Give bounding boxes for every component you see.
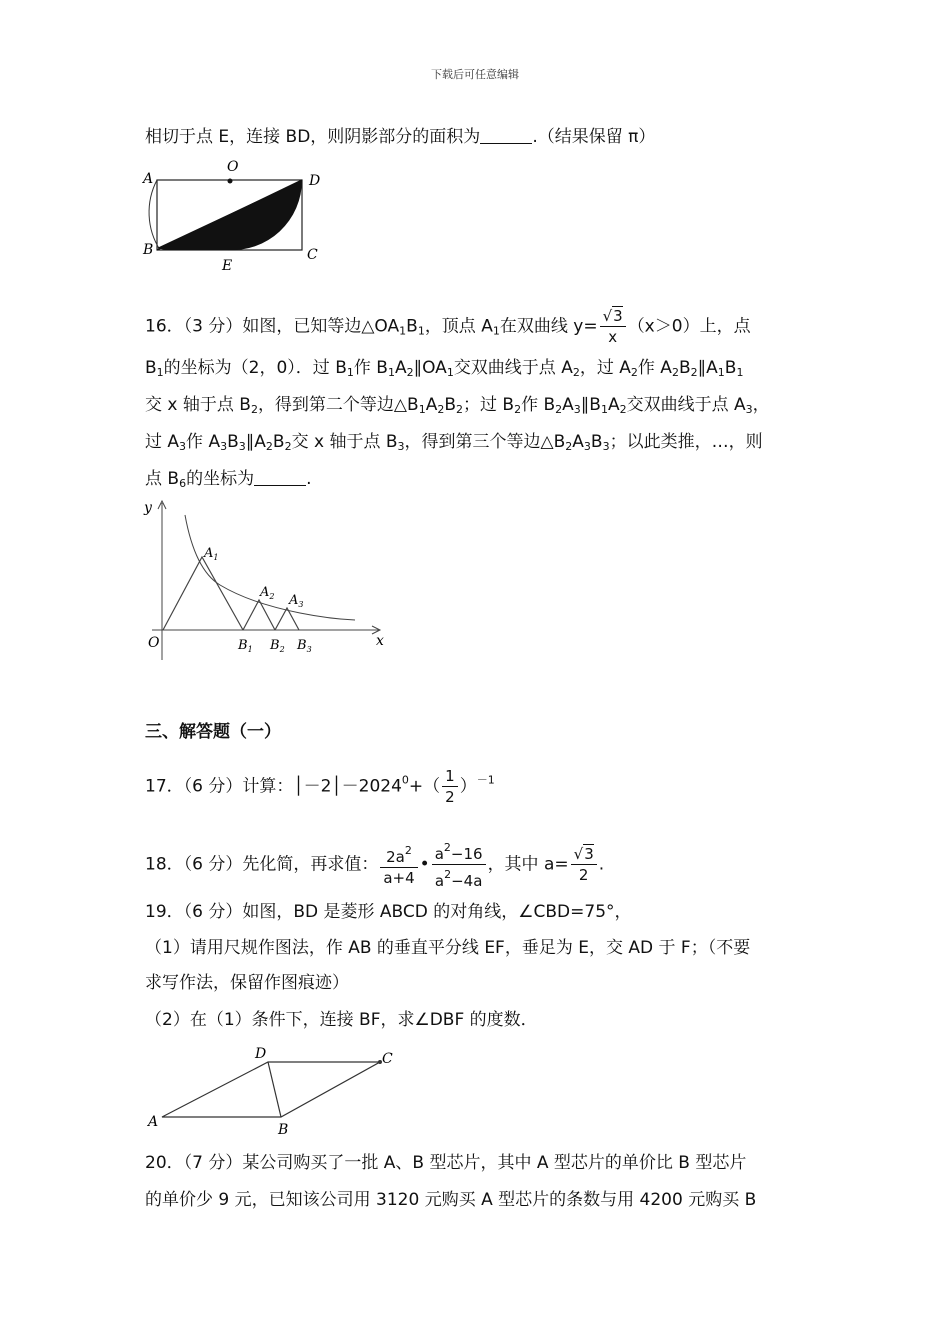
q16-text: ；以此类推，…，则 [609,432,763,452]
label-o: O [148,635,160,651]
q16-text: （x＞0）上，点 [627,316,751,337]
q16-text: A [425,395,438,415]
subscript: 2 [284,440,292,453]
figure-16-hyperbola-diagram [140,495,400,665]
numerator-text: 2a [386,848,405,866]
subscript: 2 [690,366,698,379]
q16-text: ，过 A [579,358,631,378]
q16-text: A [607,395,620,415]
fraction-numerator [380,841,417,868]
subscript: 1 [399,324,407,338]
label-b1-letter: B [238,638,248,653]
subscript: 3 [397,440,405,453]
q16-text: B [590,432,603,452]
label-b: B [143,242,154,258]
q16-text: 点 B [145,469,180,489]
subscript: 1 [387,366,395,379]
subscript: 2 [572,366,580,379]
q16-text: ∥A [697,358,718,378]
q15-text-main: 相切于点 E，连接 BD，则阴影部分的面积为 [145,127,481,147]
q16-text: ，顶点 A [424,316,493,337]
q16-text: ∥OA [413,358,447,378]
subscript: 2 [265,440,273,453]
subscript: 3 [179,440,187,453]
q18-text: 18．（6 分）先化简，再求值： [145,854,379,875]
subscript: 2 [250,403,258,416]
subscript: 3 [573,403,581,416]
q16-text: ，得到第二个等边△B [257,395,419,415]
label-a1-letter: A [204,546,214,561]
subscript: 2 [619,403,627,416]
q16-line-1 [145,306,810,347]
q16-text: B [272,432,285,452]
fraction-numerator: √3 [571,844,597,865]
superscript: 2 [404,844,412,857]
label-a2 [259,585,274,601]
label-d: D [309,173,321,189]
label-b: B [278,1122,289,1138]
q20-line-2: 的单价少 9 元，已知该公司用 3120 元购买 A 型芯片的条数与用 4200 元购买 B [145,1190,757,1210]
q16-text: B [406,316,418,337]
subscript: 2 [437,403,445,416]
denominator-text: −4a [451,872,483,890]
diagonal-bd [268,1062,281,1117]
q16-text: 的坐标为（2，0）．过 B [163,358,347,378]
label-c: C [382,1051,393,1067]
fraction-denominator: x [608,328,618,346]
denominator-text: a [434,872,445,890]
q16-text: 在双曲线 y= [499,316,598,337]
q18-text: . [598,854,605,875]
fraction-sqrt3-over-x [600,306,626,347]
subscript: 1 [492,324,500,338]
q16-line-5 [145,467,810,496]
label-a3-sub: 3 [298,600,304,609]
subscript: 1 [446,366,454,379]
subscript: 2 [406,366,414,379]
q16-text: A [572,432,584,452]
arc-ab [149,180,160,250]
q16-text: B [145,358,157,378]
sqrt-radicand: 3 [613,307,623,325]
label-a: A [143,171,154,187]
superscript: 0 [401,773,409,787]
subscript: 1 [418,403,426,416]
subscript: 2 [555,403,563,416]
section-title: 三、解答题（一） [145,722,281,742]
label-a: A [148,1114,159,1130]
label-b3 [296,638,312,654]
q16-line-3 [145,393,810,422]
label-c: C [307,247,318,263]
q16-text: 作 A [186,432,221,452]
q16-text: 交双曲线于点 A [453,358,573,378]
subscript: 1 [417,324,425,338]
figure-19-rhombus-diagram [140,1040,400,1140]
label-e: E [222,258,233,274]
q19-line-1: 19．（6 分）如图，BD 是菱形 ABCD 的对角线，∠CBD=75°， [145,902,632,922]
q16-line-2 [145,356,810,385]
q16-text: A [394,358,407,378]
subscript: 2 [671,366,679,379]
q16-line-4 [145,430,810,459]
label-b3-letter: B [297,638,307,653]
subscript: 2 [630,366,638,379]
q16-text: 交 x 轴于点 B [145,395,251,415]
q15-text [145,125,810,149]
q17-text: +（ [408,776,441,797]
label-b2 [269,638,285,654]
q17-text: 17．（6 分）计算：│－2│－2024 [145,776,402,797]
label-y: y [144,500,152,516]
hyperbola-curve [185,515,355,620]
superscript: 2 [443,841,451,854]
q16-text: ，得到第三个等边△B [404,432,566,452]
subscript: 3 [745,403,753,416]
q16-text: ；过 B [463,395,515,415]
label-b2-letter: B [270,638,280,653]
q20-line-1: 20．（7 分）某公司购买了一批 A、B 型芯片，其中 A 型芯片的单价比 B 型芯片 [145,1153,747,1173]
label-a1-sub: 1 [213,553,219,562]
subscript: 2 [514,403,522,416]
label-a2-letter: A [260,585,270,600]
point-o [228,179,233,184]
subscript: 1 [600,403,608,416]
q19-line-3: 求写作法，保留作图痕迹） [145,973,349,993]
q16-text: 16．（3 分）如图，已知等边△OA [145,316,400,337]
q16-text: 交 x 轴于点 B [291,432,398,452]
label-a2-sub: 2 [269,592,275,601]
q16-text: ， [752,395,770,415]
subscript: 3 [220,440,228,453]
label-x: x [376,633,384,649]
q16-text: 过 A [145,432,180,452]
fraction-2a2-over-a-plus-4 [380,841,417,888]
q16-text: B [227,432,239,452]
subscript: 1 [736,366,744,379]
label-d: D [255,1046,267,1062]
q19-line-2: （1）请用尺规作图法，作 AB 的垂直平分线 EF，垂足为 E，交 AD 于 F；（不要 [145,938,751,958]
q17-text: ） [459,776,477,797]
rhombus-abcd [162,1062,380,1117]
q16-text: 作 B [353,358,388,378]
superscript: 2 [444,868,452,881]
figure-15-rectangle-diagram [135,155,335,275]
fraction-denominator: 2 [445,788,455,806]
q16-text: 作 B [521,395,556,415]
fraction-numerator: 1 [442,766,458,787]
triangle-b1a2b2 [243,600,275,630]
subscript: 3 [238,440,246,453]
fraction-sqrt3-over-2 [571,844,597,885]
label-b3-sub: 3 [306,645,312,654]
fraction-denominator: a+4 [383,869,415,887]
answer-blank [480,125,532,144]
subscript: 2 [456,403,463,416]
answer-blank [254,467,306,486]
sqrt-radicand: 3 [584,845,594,863]
subscript: 1 [346,366,354,379]
q16-text: ∥B [580,395,601,415]
label-b1-sub: 1 [247,645,253,654]
label-o: O [227,159,239,175]
q16-text: B [444,395,456,415]
label-a3-letter: A [289,593,299,608]
q16-text: B [678,358,691,378]
numerator-text: −16 [450,845,483,863]
label-b1 [237,638,253,654]
numerator-text: a [434,845,444,863]
fraction-denominator: 2 [578,866,589,884]
subscript: 1 [717,366,725,379]
q16-text: B [724,358,737,378]
subscript: 6 [179,477,187,490]
triangle-b2a3b3 [275,608,299,630]
q18-text: ，其中 a= [487,854,569,875]
label-a3 [288,593,303,609]
subscript: 3 [583,440,591,453]
page-header-note: 下载后可任意编辑 [431,68,519,81]
fraction-a2-minus-16-over-a2-minus-4a [432,838,486,891]
q16-text: . [306,469,312,489]
fraction-denominator [432,865,486,891]
q17-line [145,766,810,807]
q16-text: 作 A [637,358,672,378]
fraction-numerator: √3 [600,306,626,327]
superscript: －1 [476,773,495,787]
multiplication-dot: • [419,854,430,875]
q19-line-4: （2）在（1）条件下，连接 BF，求∠DBF 的度数． [145,1010,538,1030]
fraction-one-half [442,766,458,807]
q16-text: 的坐标为 [186,469,255,489]
label-a1 [203,546,218,562]
q16-text: ∥A [245,432,266,452]
subscript: 2 [565,440,573,453]
subscript: 3 [602,440,610,453]
fraction-numerator [432,838,486,865]
subscript: 1 [156,366,164,379]
q16-text: 交双曲线于点 A [626,395,746,415]
q15-text-end: .（结果保留 π） [532,127,656,147]
label-b2-sub: 2 [279,645,285,654]
q16-text: A [562,395,574,415]
q18-line [145,838,810,891]
